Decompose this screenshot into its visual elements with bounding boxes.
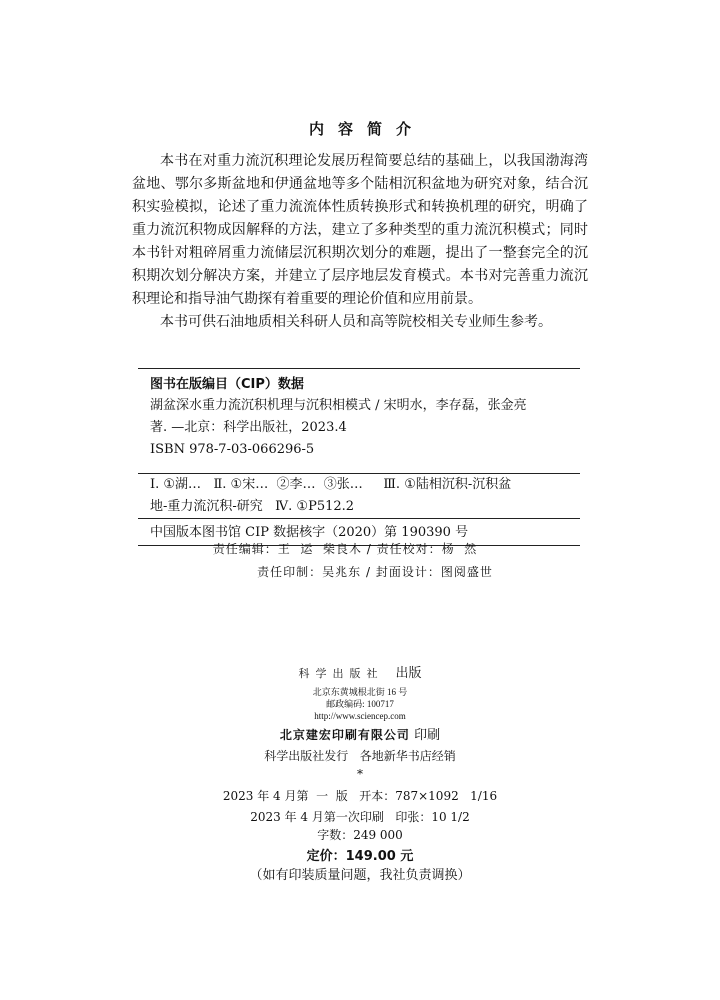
publisher-url: http://www.sciencep.com — [314, 711, 406, 721]
cip-description-line: 湖盆深水重力流沉积机理与沉积相模式 / 宋明水，李存磊，张金亮 — [150, 398, 527, 413]
cip-description — [138, 395, 580, 439]
cip-block — [138, 368, 580, 546]
cip-subject-line: 地-重力流沉积-研究 Ⅳ. ①P512.2 — [150, 499, 355, 514]
print-word: 印刷 — [414, 728, 441, 743]
printer-name: 北京建宏印刷有限公司 — [279, 728, 410, 742]
publisher-line — [0, 662, 720, 681]
credits-production: 责任印制：吴兆东 / 封面设计：图阅盛世 — [257, 565, 493, 579]
intro-paragraph: 本书可供石油地质相关科研人员和高等院校相关专业师生参考。 — [160, 314, 552, 330]
publisher-address: 北京东黄城根北街 16 号 — [312, 687, 408, 697]
publisher-zip: 邮政编码: 100717 — [326, 699, 394, 709]
cip-description-line: 著. —北京：科学出版社，2023.4 — [150, 420, 347, 435]
intro-title: 内容简介 — [308, 120, 425, 138]
cip-subjects — [138, 474, 580, 518]
separator-star: * — [357, 767, 363, 781]
cip-subject-line: Ⅰ. ①湖… Ⅱ. ①宋… ②李… ③张… Ⅲ. ①陆相沉积-沉积盆 — [150, 477, 512, 492]
intro-paragraph: 本书在对重力流沉积理论发展历程简要总结的基础上，以我国渤海湾盆地、鄂尔多斯盆地和伊通盆地等多个陆相沉积盆地为研究对象，结合沉积实验模拟，论述了重力流流体性质转换形式和转换机理的研究，明确了重力流沉积物成因解释的方法，建立了多种类型的重力流沉积模式；同时本书针对粗碎屑重力流储层沉积期次划分的难题，提出了一整套完全的沉积期次划分解决方案，并建立了层序地层发育模式。本书对完善重力流沉积理论和指导油气勘探有着重要的理论价值和应用前景。 — [132, 153, 588, 307]
quality-notice: （如有印装质量问题，我社负责调换） — [249, 868, 471, 883]
edition-line: 2023 年 4 月第 一 版 开本：787×1092 1/16 — [222, 789, 498, 803]
intro-body — [132, 150, 588, 334]
publisher-logo: 科学出版社 — [298, 667, 384, 680]
cip-number: 中国版本图书馆 CIP 数据核字（2020）第 190390 号 — [150, 525, 469, 540]
printer-line — [0, 724, 720, 743]
price: 定价：149.00 元 — [306, 849, 414, 864]
word-count: 字数：249 000 — [317, 828, 403, 842]
credits-editors: 责任编辑：王 运 柴良木 / 责任校对：杨 然 — [212, 542, 478, 556]
cip-heading: 图书在版编目（CIP）数据 — [150, 377, 304, 392]
publish-word: 出版 — [395, 666, 422, 681]
printing-line: 2023 年 4 月第一次印刷 印张：10 1/2 — [250, 810, 470, 824]
distribution-line: 科学出版社发行 各地新华书店经销 — [264, 749, 456, 763]
cip-isbn: ISBN 978-7-03-066296-5 — [150, 442, 315, 457]
